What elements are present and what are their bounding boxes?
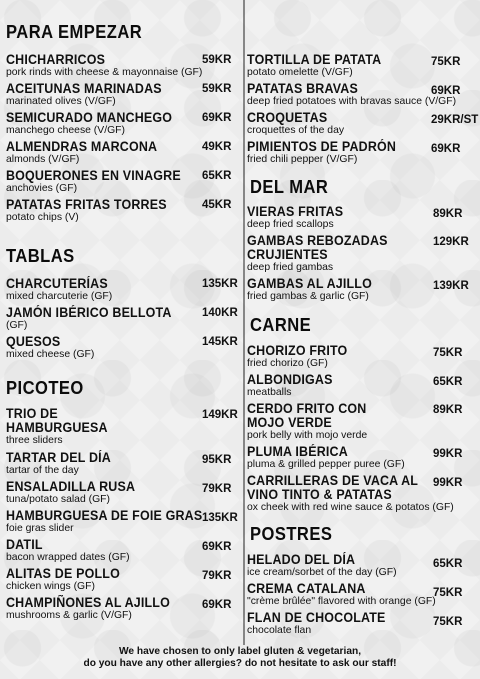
item-desc: mushrooms & garlic (V/GF) [6,610,132,621]
menu-item [6,140,169,165]
menu-item [6,111,185,136]
item-desc: "crème brûlée" flavored with orange (GF) [247,596,436,607]
item-name: CHARCUTERÍAS [6,276,108,291]
item-price: 69KR [431,143,461,155]
menu-item [6,538,130,563]
menu-item [6,277,116,302]
item-price: 145KR [202,336,238,348]
menu-item [6,407,115,446]
item-price: 135KR [202,278,238,290]
menu-item [247,277,381,302]
item-price: 49KR [202,141,232,153]
section-heading-del-mar: DEL MAR [250,177,329,197]
section-heading-carne: CARNE [250,315,312,335]
item-name: CARRILLERAS DE VACA AL [247,473,419,488]
menu-item [247,82,456,107]
item-price: 75KR [431,56,461,68]
item-name: CHORIZO FRITO [247,343,348,358]
menu-item [247,553,397,578]
section-heading-postres: POSTRES [250,524,333,544]
menu-item [247,53,391,78]
item-desc: deep fried potatoes with bravas sauce (V/GF) [247,96,457,107]
item-price: 79KR [202,570,232,582]
item-desc: bacon wrapped dates (GF) [6,552,130,563]
item-desc: anchovies (GF) [6,183,78,194]
item-desc: pork belly with mojo verde [247,430,368,441]
item-price: 75KR [433,347,463,359]
item-name: CROQUETAS [247,110,328,125]
menu-item [247,445,405,470]
item-price: 59KR [202,83,232,95]
menu-item [6,335,94,360]
item-name-line2: CRUJIENTES [247,247,328,262]
item-name: DATIL [6,537,43,552]
menu-item [6,451,119,476]
menu-item [247,402,375,441]
item-desc: manchego cheese (V/GF) [6,125,125,136]
item-name-line2: MOJO VERDE [247,415,332,430]
item-price: 89KR [433,208,463,220]
item-price: 140KR [202,307,238,319]
item-desc: three sliders [6,435,63,446]
item-name: FLAN DE CHOCOLATE [247,610,386,625]
item-price: 45KR [202,199,232,211]
section-heading-para-empezar: PARA EMPEZAR [6,22,143,42]
menu-item [247,611,396,636]
item-price: 99KR [433,448,463,460]
footer-line-2: do you have any other allergies? do not hesitate to ask our staff! [83,657,397,669]
item-desc: mixed charcuterie (GF) [6,291,113,302]
item-price: 65KR [433,558,463,570]
item-name: HAMBURGUESA DE FOIE GRAS [6,508,203,523]
item-price: 139KR [433,280,469,292]
item-name: TARTAR DEL DÍA [6,450,112,465]
item-desc: potato omelette (V/GF) [247,67,353,78]
menu-item [6,567,129,592]
item-price: 69KR [202,112,232,124]
item-name: TORTILLA DE PATATA [247,52,382,67]
menu-item [247,205,351,230]
item-name: PATATAS BRAVAS [247,81,358,96]
item-name: ALITAS DE POLLO [6,566,120,581]
item-desc: foie gras slider [6,523,74,534]
menu-item [6,509,217,534]
item-name-line2: VINO TINTO & PATATAS [247,487,392,502]
item-desc: almonds (V/GF) [6,154,80,165]
item-desc: (GF) [6,320,28,331]
item-price: 29KR/ST [431,114,479,126]
menu-item [6,306,184,331]
item-name: ENSALADILLA RUSA [6,479,136,494]
item-name: PLUMA IBÉRICA [247,444,348,459]
item-desc: croquettes of the day [247,125,345,136]
item-name: HELADO DEL DÍA [247,552,356,567]
item-price: 69KR [431,85,461,97]
item-name: SEMICURADO MANCHEGO [6,110,173,125]
item-price: 135KR [202,512,238,524]
item-desc: pluma & grilled pepper puree (GF) [247,459,405,470]
item-price: 99KR [433,477,463,489]
item-desc: marinated olives (V/GF) [6,96,116,107]
item-name: ACEITUNAS MARINADAS [6,81,162,96]
menu-item [6,596,182,621]
item-name: QUESOS [6,334,61,349]
item-desc: chocolate flan [247,625,312,636]
menu-item [6,53,202,78]
section-heading-picoteo: PICOTEO [6,378,84,398]
item-desc: deep fried gambas [247,262,334,273]
item-price: 65KR [433,376,463,388]
item-desc: pork rinds with cheese & mayonnaise (GF) [6,67,203,78]
item-desc: tuna/potato salad (GF) [6,494,110,505]
item-price: 149KR [202,409,238,421]
item-desc: fried gambas & garlic (GF) [247,291,369,302]
item-name: VIERAS FRITAS [247,204,344,219]
item-price: 75KR [433,616,463,628]
allergy-footer [0,646,480,669]
item-desc: meatballs [247,387,292,398]
item-desc: ox cheek with red wine sauce & potatos (GF) [247,502,454,513]
item-desc: deep fried scallops [247,219,334,230]
menu-item [6,480,145,505]
item-name: GAMBAS AL AJILLO [247,276,372,291]
item-desc: potato chips (V) [6,212,79,223]
item-price: 69KR [202,599,232,611]
item-name: BOQUERONES EN VINAGRE [6,168,181,183]
menu-item [247,140,407,165]
item-desc: tartar of the day [6,465,79,476]
section-heading-tablas: TABLAS [6,246,75,266]
item-name: CHAMPIÑONES AL AJILLO [6,595,170,610]
item-price: 65KR [202,170,232,182]
item-desc: fried chorizo (GF) [247,358,328,369]
item-name-line2: HAMBURGUESA [6,420,108,435]
item-price: 69KR [202,541,232,553]
item-price: 129KR [433,236,469,248]
item-price: 95KR [202,454,232,466]
menu-item [247,582,436,607]
item-price: 59KR [202,54,232,66]
menu-item [6,198,179,223]
menu-item [247,373,339,398]
item-name: CHICHARRICOS [6,52,106,67]
menu-item [247,111,344,136]
item-price: 75KR [433,587,463,599]
menu-item [247,344,355,369]
menu-item [6,169,194,194]
menu-item [6,82,173,107]
item-desc: mixed cheese (GF) [6,349,95,360]
item-name: TRIO DE [6,406,58,421]
menu-item [247,234,398,273]
menu-item [247,474,454,513]
footer-line-1: We have chosen to only label gluten & vegetarian, [118,646,362,657]
item-desc: chicken wings (GF) [6,581,95,592]
item-name: ALMENDRAS MARCONA [6,139,158,154]
column-divider [243,0,245,645]
item-name: ALBONDIGAS [247,372,333,387]
item-name: CREMA CATALANA [247,581,366,596]
item-price: 79KR [202,483,232,495]
item-name: PIMIENTOS DE PADRÓN [247,139,397,154]
item-name: JAMÓN IBÉRICO BELLOTA [6,305,172,320]
item-name: PATATAS FRITAS TORRES [6,197,167,212]
item-desc: fried chili pepper (V/GF) [247,154,358,165]
item-price: 89KR [433,404,463,416]
item-desc: ice cream/sorbet of the day (GF) [247,567,397,578]
item-name: CERDO FRITO CON [247,401,367,416]
item-name: GAMBAS REBOZADAS [247,233,388,248]
